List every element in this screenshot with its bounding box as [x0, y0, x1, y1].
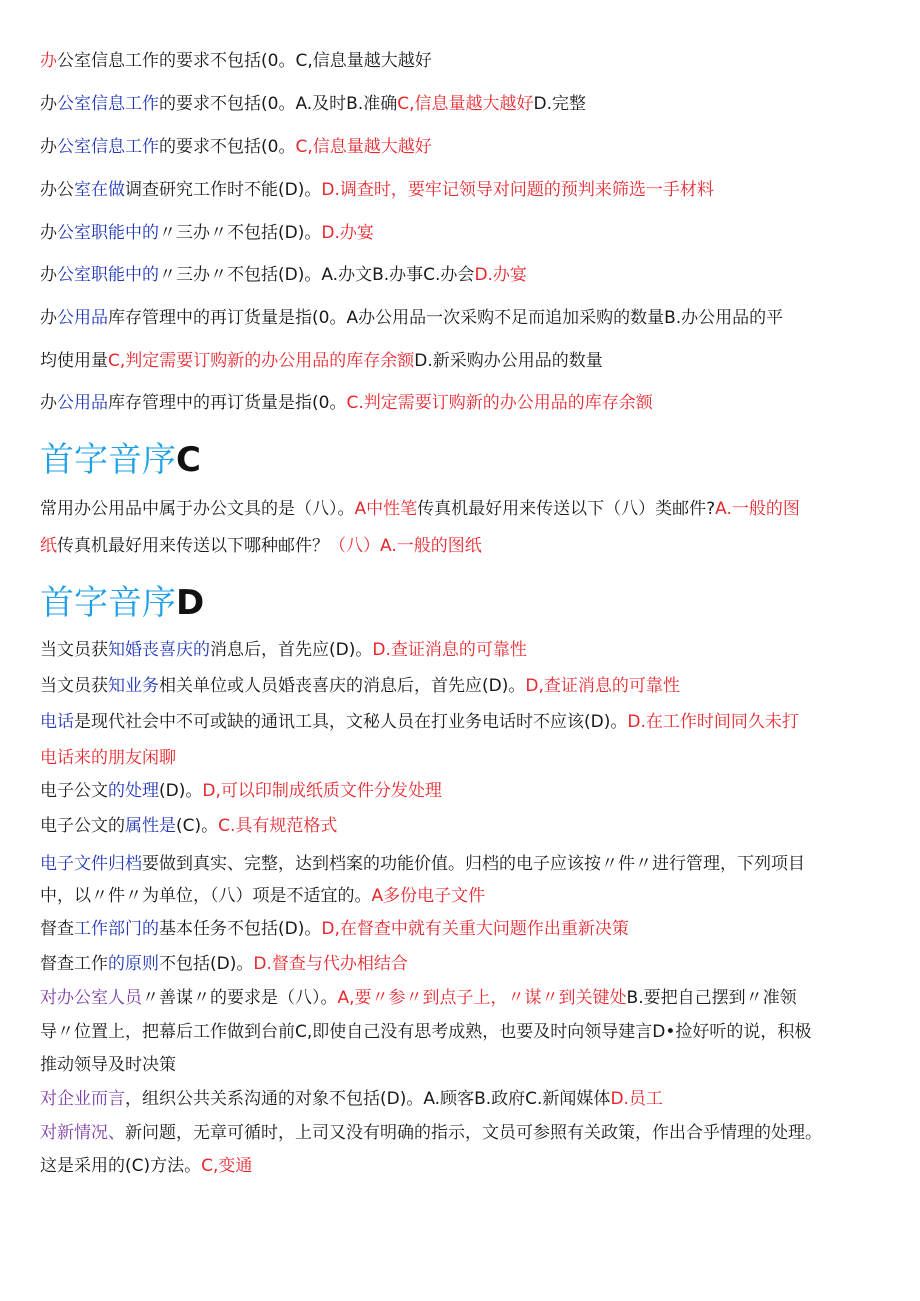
- text-segment: 公室职能中的: [57, 265, 159, 285]
- text-segment: D.在工作时间同久未打: [627, 712, 799, 732]
- text-segment: 是现代社会中不可或缺的通讯工具，文秘人员在打业务电话时不应该(D)。: [74, 712, 628, 732]
- text-segment: 传真机最好用来传送以下哪种邮件？: [57, 536, 329, 556]
- text-segment: 库存管理中的再订货量是指(0。: [108, 393, 347, 413]
- text-segment: 知婚丧喜庆的: [108, 640, 210, 660]
- text-segment: 电子文件归档: [40, 854, 142, 874]
- text-segment: C.具有规范格式: [218, 816, 338, 836]
- text-segment: 公用品: [57, 308, 108, 328]
- text-segment: 传真机最好用来传送以下（八）类邮件?: [417, 499, 716, 519]
- text-segment: 中，以〃件〃为单位，（八）项是不适宜的。: [40, 886, 372, 906]
- text-line: [40, 222, 896, 244]
- text-line: [40, 1021, 896, 1043]
- text-line: [40, 639, 896, 661]
- text-line: [40, 1088, 896, 1110]
- text-segment: 办: [40, 137, 57, 157]
- text-line: [40, 392, 896, 414]
- text-segment: 知业务: [108, 676, 159, 696]
- text-segment: C,信息量越大越好: [295, 137, 432, 157]
- text-segment: 的要求不包括(0。: [159, 137, 296, 157]
- text-segment: C,判定需要订购新的办公用品的库存余额: [108, 351, 415, 371]
- text-segment: D.查证消息的可靠性: [372, 640, 527, 660]
- section-heading-c: [40, 440, 201, 480]
- text-segment: 办: [40, 265, 57, 285]
- text-segment: A.一般的图: [715, 499, 800, 519]
- text-segment: C.判定需要订购新的办公用品的库存余额: [346, 393, 653, 413]
- text-line: [40, 711, 896, 733]
- text-line: [40, 780, 896, 802]
- text-segment: 公室信息工作: [57, 94, 159, 114]
- section-heading-label: 首字音序: [40, 583, 176, 623]
- text-segment: 对企业而言: [40, 1089, 125, 1109]
- text-line: [40, 1122, 896, 1144]
- text-line: [40, 535, 896, 557]
- text-segment: 办: [40, 51, 57, 71]
- text-segment: 对新情况、: [40, 1123, 125, 1143]
- section-heading-label: 首字音序: [40, 440, 176, 480]
- text-segment: 相关单位或人员婚丧喜庆的消息后，首先应(D)。: [159, 676, 526, 696]
- text-segment: D.调查时，要牢记领导对问题的预判来筛选一手材料: [321, 180, 714, 200]
- text-segment: 纸: [40, 536, 57, 556]
- text-segment: 新问题，无章可循时，上司又没有明确的指示，文员可参照有关政策，作出合乎情理的处理。: [125, 1123, 822, 1143]
- text-line: [40, 307, 896, 329]
- text-segment: 推动领导及时决策: [40, 1055, 176, 1075]
- text-segment: 室在做: [74, 180, 125, 200]
- text-segment: D.督查与代办相结合: [253, 954, 408, 974]
- text-line: [40, 747, 896, 769]
- text-segment: 公室信息工作: [57, 137, 159, 157]
- text-segment: C,变通: [201, 1156, 253, 1176]
- text-line: [40, 179, 896, 201]
- text-segment: (C)。: [176, 816, 219, 836]
- text-line: [40, 350, 896, 372]
- text-line: [40, 815, 896, 837]
- text-line: [40, 1054, 896, 1076]
- text-segment: ，组织公共关系沟通的对象不包括(D)。A.顾客B.政府C.新闻媒体: [125, 1089, 611, 1109]
- text-line: [40, 93, 896, 115]
- text-segment: 办: [40, 308, 57, 328]
- text-segment: 公用品: [57, 393, 108, 413]
- text-segment: A多份电子文件: [371, 886, 486, 906]
- text-segment: (D)。: [159, 781, 203, 801]
- text-line: [40, 136, 896, 158]
- text-segment: 〃善谋〃的要求是（八）。: [142, 988, 338, 1008]
- text-segment: 库存管理中的再订货量是指(0。A办公用品一次采购不足而追加采购的数量B.办公用品的平: [108, 308, 784, 328]
- text-segment: A,要〃参〃到点子上，〃谋〃到关键处: [337, 988, 627, 1008]
- text-segment: 的原则: [108, 954, 159, 974]
- text-segment: 导〃位置上，把幕后工作做到台前C,即使自己没有思考成熟，也要及时向领导建言D•捡好听的说，积极: [40, 1022, 812, 1042]
- text-segment: 消息后，首先应(D)。: [210, 640, 373, 660]
- text-segment: D.新采购办公用品的数量: [414, 351, 603, 371]
- text-segment: 办: [40, 94, 57, 114]
- text-segment: 的处理: [108, 781, 159, 801]
- text-segment: 电话来的朋友闲聊: [40, 748, 176, 768]
- section-heading-letter: C: [176, 440, 201, 480]
- text-segment: 基本任务不包括(D)。: [159, 919, 322, 939]
- text-segment: 〃三办〃不包括(D)。: [159, 223, 322, 243]
- text-segment: 〃三办〃不包括(D)。A.办文B.办事C.办会: [159, 265, 475, 285]
- text-line: [40, 987, 896, 1009]
- text-line: [40, 264, 896, 286]
- text-line: [40, 675, 896, 697]
- text-segment: 电子公文的: [40, 816, 125, 836]
- text-line: [40, 50, 896, 72]
- text-segment: 不包括(D)。: [159, 954, 254, 974]
- text-segment: 当文员获: [40, 640, 108, 660]
- text-segment: 属性是: [125, 816, 176, 836]
- text-segment: D.办宴: [474, 265, 527, 285]
- text-segment: D.完整: [533, 94, 587, 114]
- text-segment: D.员工: [610, 1089, 663, 1109]
- text-segment: 公室职能中的: [57, 223, 159, 243]
- text-segment: 对办公室人员: [40, 988, 142, 1008]
- text-segment: 电话: [40, 712, 74, 732]
- text-segment: 电子公文: [40, 781, 108, 801]
- text-segment: 常用办公用品中属于办公文具的是（八）。: [40, 499, 355, 519]
- text-segment: 要做到真实、完整，达到档案的功能价值。归档的电子应该按〃件〃进行管理，下列项目: [142, 854, 805, 874]
- text-segment: D.办宴: [321, 223, 374, 243]
- section-heading-d: [40, 583, 204, 623]
- text-segment: C,信息量越大越好: [397, 94, 534, 114]
- text-line: [40, 498, 896, 520]
- text-line: [40, 953, 896, 975]
- text-segment: 办: [40, 393, 57, 413]
- section-heading-letter: D: [176, 583, 205, 623]
- text-segment: 办: [40, 223, 57, 243]
- text-segment: D,可以印制成纸质文件分发处理: [202, 781, 442, 801]
- text-segment: A中性笔: [354, 499, 418, 519]
- text-segment: （八）A.一般的图纸: [329, 536, 482, 556]
- text-line: [40, 1155, 896, 1177]
- text-segment: 均使用量: [40, 351, 108, 371]
- text-segment: 公室信息工作的要求不包括(0。C,信息量越大越好: [57, 51, 432, 71]
- text-segment: 督查: [40, 919, 74, 939]
- text-segment: 当文员获: [40, 676, 108, 696]
- text-line: [40, 885, 896, 907]
- text-segment: 调查研究工作时不能(D)。: [125, 180, 322, 200]
- text-segment: 的要求不包括(0。A.及时B.准确: [159, 94, 398, 114]
- text-segment: 督查工作: [40, 954, 108, 974]
- text-line: [40, 853, 896, 875]
- text-segment: B.要把自己摆到〃准领: [626, 988, 797, 1008]
- text-segment: D,查证消息的可靠性: [525, 676, 680, 696]
- text-segment: D,在督查中就有关重大问题作出重新决策: [321, 919, 629, 939]
- text-segment: 办公: [40, 180, 74, 200]
- text-segment: 这是采用的(C)方法。: [40, 1156, 202, 1176]
- text-line: [40, 918, 896, 940]
- text-segment: 工作部门的: [74, 919, 159, 939]
